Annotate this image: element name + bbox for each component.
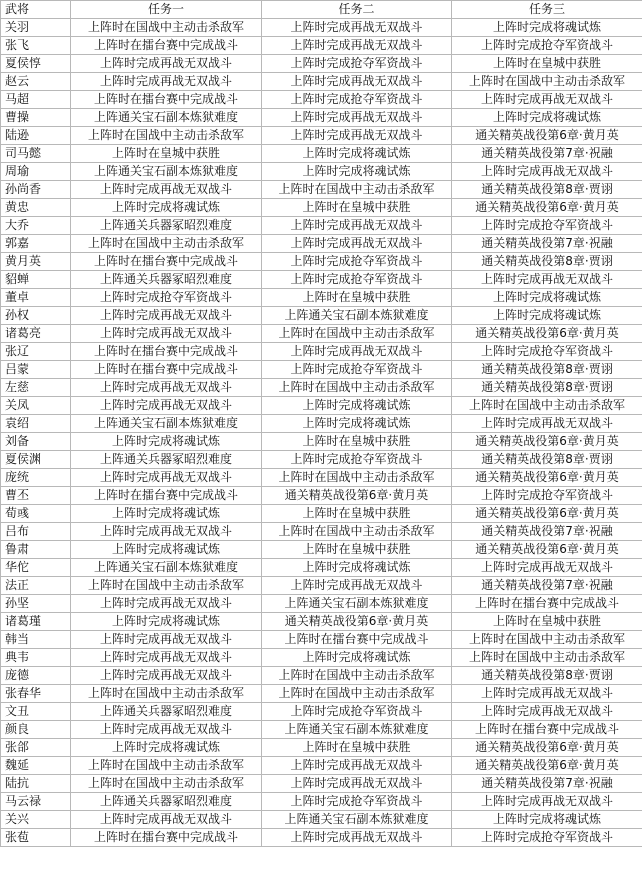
table-row [1, 379, 642, 397]
general-name-cell: 陆抗 [1, 775, 71, 793]
general-name-cell: 貂蝉 [1, 271, 71, 289]
header-task-3: 任务三 [452, 1, 642, 19]
header-task-2: 任务二 [262, 1, 452, 19]
table-row [1, 793, 642, 811]
general-name-cell: 张春华 [1, 685, 71, 703]
task-1-cell: 上阵时在国战中主动击杀敌军 [71, 577, 262, 595]
task-3-cell: 通关精英战役第6章·黄月英 [452, 505, 642, 523]
task-2-cell: 上阵时在国战中主动击杀敌军 [262, 325, 452, 343]
task-1-cell: 上阵时完成再战无双战斗 [71, 325, 262, 343]
table-row [1, 145, 642, 163]
task-2-cell: 通关精英战役第6章·黄月英 [262, 613, 452, 631]
task-2-cell: 上阵时完成再战无双战斗 [262, 235, 452, 253]
table-row [1, 415, 642, 433]
table-body [1, 19, 642, 847]
general-name-cell: 曹操 [1, 109, 71, 127]
general-name-cell: 华佗 [1, 559, 71, 577]
table-row [1, 109, 642, 127]
table-row [1, 289, 642, 307]
task-2-cell: 上阵时完成将魂试炼 [262, 145, 452, 163]
task-1-cell: 上阵时完成再战无双战斗 [71, 181, 262, 199]
task-1-cell: 上阵时在国战中主动击杀敌军 [71, 19, 262, 37]
task-2-cell: 上阵时在国战中主动击杀敌军 [262, 667, 452, 685]
task-3-cell: 上阵时完成再战无双战斗 [452, 415, 642, 433]
header-row [1, 1, 642, 19]
task-2-cell: 上阵时完成将魂试炼 [262, 415, 452, 433]
task-3-cell: 通关精英战役第7章·祝融 [452, 775, 642, 793]
table-row [1, 271, 642, 289]
task-2-cell: 上阵时完成抢夺军资战斗 [262, 271, 452, 289]
task-1-cell: 上阵通关宝石副本炼狱难度 [71, 415, 262, 433]
task-2-cell: 上阵通关宝石副本炼狱难度 [262, 721, 452, 739]
task-2-cell: 上阵时在皇城中获胜 [262, 541, 452, 559]
task-1-cell: 上阵时在皇城中获胜 [71, 145, 262, 163]
task-3-cell: 上阵时完成抢夺军资战斗 [452, 487, 642, 505]
table-row [1, 703, 642, 721]
table-row [1, 91, 642, 109]
task-1-cell: 上阵时完成再战无双战斗 [71, 379, 262, 397]
table-row [1, 595, 642, 613]
general-name-cell: 张飞 [1, 37, 71, 55]
task-1-cell: 上阵时在国战中主动击杀敌军 [71, 235, 262, 253]
task-3-cell: 通关精英战役第6章·黄月英 [452, 199, 642, 217]
general-name-cell: 左慈 [1, 379, 71, 397]
task-3-cell: 上阵时完成将魂试炼 [452, 19, 642, 37]
task-1-cell: 上阵时完成再战无双战斗 [71, 649, 262, 667]
general-name-cell: 孙尚香 [1, 181, 71, 199]
table-row [1, 37, 642, 55]
task-3-cell: 上阵时在皇城中获胜 [452, 55, 642, 73]
general-name-cell: 韩当 [1, 631, 71, 649]
general-name-cell: 文丑 [1, 703, 71, 721]
task-3-cell: 通关精英战役第7章·祝融 [452, 577, 642, 595]
task-2-cell: 上阵时完成将魂试炼 [262, 649, 452, 667]
task-2-cell: 上阵时在擂台赛中完成战斗 [262, 631, 452, 649]
general-name-cell: 颜良 [1, 721, 71, 739]
table-row [1, 73, 642, 91]
task-1-cell: 上阵时在擂台赛中完成战斗 [71, 361, 262, 379]
task-1-cell: 上阵时完成再战无双战斗 [71, 631, 262, 649]
task-1-cell: 上阵时完成抢夺军资战斗 [71, 289, 262, 307]
task-1-cell: 上阵时在擂台赛中完成战斗 [71, 829, 262, 847]
task-1-cell: 上阵通关宝石副本炼狱难度 [71, 163, 262, 181]
task-3-cell: 通关精英战役第6章·黄月英 [452, 739, 642, 757]
task-2-cell: 上阵时完成将魂试炼 [262, 559, 452, 577]
task-1-cell: 上阵通关兵器冢昭烈难度 [71, 793, 262, 811]
task-2-cell: 上阵时完成抢夺军资战斗 [262, 253, 452, 271]
task-3-cell: 上阵时完成再战无双战斗 [452, 793, 642, 811]
table-row [1, 487, 642, 505]
task-2-cell: 上阵时在皇城中获胜 [262, 433, 452, 451]
task-2-cell: 上阵时完成抢夺军资战斗 [262, 55, 452, 73]
table-row [1, 505, 642, 523]
task-1-cell: 上阵时完成将魂试炼 [71, 739, 262, 757]
table-row [1, 343, 642, 361]
task-3-cell: 通关精英战役第7章·祝融 [452, 523, 642, 541]
task-1-cell: 上阵时在擂台赛中完成战斗 [71, 343, 262, 361]
task-1-cell: 上阵时在擂台赛中完成战斗 [71, 91, 262, 109]
task-3-cell: 上阵时完成将魂试炼 [452, 307, 642, 325]
task-2-cell: 上阵时完成再战无双战斗 [262, 127, 452, 145]
general-name-cell: 吕布 [1, 523, 71, 541]
general-name-cell: 张郃 [1, 739, 71, 757]
task-3-cell: 通关精英战役第6章·黄月英 [452, 325, 642, 343]
table-row [1, 631, 642, 649]
task-2-cell: 上阵时完成再战无双战斗 [262, 73, 452, 91]
task-2-cell: 上阵通关宝石副本炼狱难度 [262, 811, 452, 829]
table-row [1, 721, 642, 739]
task-3-cell: 上阵时在国战中主动击杀敌军 [452, 649, 642, 667]
general-name-cell: 刘备 [1, 433, 71, 451]
general-name-cell: 诸葛瑾 [1, 613, 71, 631]
general-name-cell: 魏延 [1, 757, 71, 775]
task-2-cell: 上阵时完成再战无双战斗 [262, 757, 452, 775]
table-row [1, 469, 642, 487]
general-name-cell: 曹丕 [1, 487, 71, 505]
general-name-cell: 吕蒙 [1, 361, 71, 379]
task-3-cell: 上阵时在擂台赛中完成战斗 [452, 595, 642, 613]
task-1-cell: 上阵时完成将魂试炼 [71, 199, 262, 217]
task-2-cell: 上阵时在国战中主动击杀敌军 [262, 181, 452, 199]
task-2-cell: 上阵时完成抢夺军资战斗 [262, 703, 452, 721]
task-2-cell: 上阵时在国战中主动击杀敌军 [262, 523, 452, 541]
task-1-cell: 上阵时完成再战无双战斗 [71, 55, 262, 73]
task-1-cell: 上阵时完成再战无双战斗 [71, 523, 262, 541]
task-3-cell: 上阵时完成将魂试炼 [452, 109, 642, 127]
table-row [1, 199, 642, 217]
task-2-cell: 通关精英战役第6章·黄月英 [262, 487, 452, 505]
task-3-cell: 通关精英战役第7章·祝融 [452, 235, 642, 253]
general-name-cell: 张苞 [1, 829, 71, 847]
task-3-cell: 通关精英战役第6章·黄月英 [452, 469, 642, 487]
table-row [1, 127, 642, 145]
task-1-cell: 上阵时在国战中主动击杀敌军 [71, 685, 262, 703]
general-name-cell: 郭嘉 [1, 235, 71, 253]
task-1-cell: 上阵通关宝石副本炼狱难度 [71, 109, 262, 127]
general-name-cell: 赵云 [1, 73, 71, 91]
task-2-cell: 上阵通关宝石副本炼狱难度 [262, 595, 452, 613]
table-row [1, 325, 642, 343]
task-2-cell: 上阵时完成抢夺军资战斗 [262, 793, 452, 811]
table-row [1, 577, 642, 595]
task-1-cell: 上阵通关兵器冢昭烈难度 [71, 451, 262, 469]
general-name-cell: 诸葛亮 [1, 325, 71, 343]
task-3-cell: 上阵时完成再战无双战斗 [452, 91, 642, 109]
task-1-cell: 上阵时完成再战无双战斗 [71, 595, 262, 613]
table-row [1, 523, 642, 541]
header-general: 武将 [1, 1, 71, 19]
task-1-cell: 上阵时完成再战无双战斗 [71, 73, 262, 91]
table-row [1, 253, 642, 271]
task-1-cell: 上阵时完成再战无双战斗 [71, 811, 262, 829]
task-3-cell: 通关精英战役第6章·黄月英 [452, 541, 642, 559]
general-name-cell: 庞统 [1, 469, 71, 487]
general-name-cell: 关兴 [1, 811, 71, 829]
task-1-cell: 上阵时在国战中主动击杀敌军 [71, 775, 262, 793]
table-row [1, 757, 642, 775]
task-2-cell: 上阵时完成抢夺军资战斗 [262, 361, 452, 379]
task-1-cell: 上阵时在国战中主动击杀敌军 [71, 127, 262, 145]
general-name-cell: 司马懿 [1, 145, 71, 163]
task-3-cell: 通关精英战役第7章·祝融 [452, 145, 642, 163]
general-name-cell: 孙权 [1, 307, 71, 325]
general-name-cell: 张辽 [1, 343, 71, 361]
task-1-cell: 上阵时完成再战无双战斗 [71, 667, 262, 685]
task-3-cell: 上阵时完成再战无双战斗 [452, 559, 642, 577]
general-name-cell: 荀彧 [1, 505, 71, 523]
general-name-cell: 董卓 [1, 289, 71, 307]
task-2-cell: 上阵通关宝石副本炼狱难度 [262, 307, 452, 325]
table-row [1, 541, 642, 559]
header-task-1: 任务一 [71, 1, 262, 19]
task-2-cell: 上阵时在皇城中获胜 [262, 505, 452, 523]
task-1-cell: 上阵时完成再战无双战斗 [71, 397, 262, 415]
task-3-cell: 上阵时在国战中主动击杀敌军 [452, 631, 642, 649]
task-2-cell: 上阵时完成再战无双战斗 [262, 829, 452, 847]
general-name-cell: 孙坚 [1, 595, 71, 613]
table-row [1, 667, 642, 685]
task-1-cell: 上阵时完成将魂试炼 [71, 505, 262, 523]
table-row [1, 361, 642, 379]
task-2-cell: 上阵时完成再战无双战斗 [262, 343, 452, 361]
task-3-cell: 通关精英战役第8章·贾诩 [452, 361, 642, 379]
table-row [1, 649, 642, 667]
task-3-cell: 上阵时在皇城中获胜 [452, 613, 642, 631]
task-2-cell: 上阵时在皇城中获胜 [262, 289, 452, 307]
general-name-cell: 周瑜 [1, 163, 71, 181]
general-name-cell: 庞德 [1, 667, 71, 685]
task-3-cell: 通关精英战役第8章·贾诩 [452, 181, 642, 199]
task-3-cell: 通关精英战役第6章·黄月英 [452, 757, 642, 775]
general-name-cell: 夏侯渊 [1, 451, 71, 469]
general-name-cell: 关凤 [1, 397, 71, 415]
task-1-cell: 上阵时完成将魂试炼 [71, 433, 262, 451]
general-name-cell: 鲁肃 [1, 541, 71, 559]
task-3-cell: 上阵时完成将魂试炼 [452, 811, 642, 829]
table-row [1, 739, 642, 757]
task-3-cell: 上阵时在擂台赛中完成战斗 [452, 721, 642, 739]
task-2-cell: 上阵时完成再战无双战斗 [262, 109, 452, 127]
task-2-cell: 上阵时完成抢夺军资战斗 [262, 91, 452, 109]
task-2-cell: 上阵时在皇城中获胜 [262, 739, 452, 757]
table-row [1, 811, 642, 829]
table-row [1, 235, 642, 253]
task-2-cell: 上阵时在国战中主动击杀敌军 [262, 469, 452, 487]
general-name-cell: 马超 [1, 91, 71, 109]
table-row [1, 829, 642, 847]
task-1-cell: 上阵通关兵器冢昭烈难度 [71, 703, 262, 721]
table-row [1, 217, 642, 235]
task-1-cell: 上阵通关宝石副本炼狱难度 [71, 559, 262, 577]
task-3-cell: 上阵时完成将魂试炼 [452, 289, 642, 307]
task-3-cell: 上阵时完成抢夺军资战斗 [452, 829, 642, 847]
general-name-cell: 马云禄 [1, 793, 71, 811]
general-name-cell: 陆逊 [1, 127, 71, 145]
general-name-cell: 黄月英 [1, 253, 71, 271]
task-2-cell: 上阵时完成再战无双战斗 [262, 775, 452, 793]
task-1-cell: 上阵时在国战中主动击杀敌军 [71, 757, 262, 775]
task-2-cell: 上阵时完成将魂试炼 [262, 163, 452, 181]
task-3-cell: 上阵时完成再战无双战斗 [452, 163, 642, 181]
table-row [1, 163, 642, 181]
task-2-cell: 上阵时完成再战无双战斗 [262, 217, 452, 235]
task-3-cell: 上阵时完成再战无双战斗 [452, 271, 642, 289]
task-1-cell: 上阵时完成将魂试炼 [71, 541, 262, 559]
task-3-cell: 通关精英战役第8章·贾诩 [452, 667, 642, 685]
task-3-cell: 上阵时完成抢夺军资战斗 [452, 37, 642, 55]
task-2-cell: 上阵时完成将魂试炼 [262, 397, 452, 415]
general-name-cell: 黄忠 [1, 199, 71, 217]
task-3-cell: 上阵时在国战中主动击杀敌军 [452, 397, 642, 415]
task-3-cell: 通关精英战役第8章·贾诩 [452, 379, 642, 397]
task-1-cell: 上阵通关兵器冢昭烈难度 [71, 217, 262, 235]
task-1-cell: 上阵通关兵器冢昭烈难度 [71, 271, 262, 289]
task-3-cell: 通关精英战役第6章·黄月英 [452, 127, 642, 145]
table-row [1, 613, 642, 631]
task-2-cell: 上阵时在国战中主动击杀敌军 [262, 379, 452, 397]
task-2-cell: 上阵时完成再战无双战斗 [262, 577, 452, 595]
general-name-cell: 关羽 [1, 19, 71, 37]
task-2-cell: 上阵时完成抢夺军资战斗 [262, 451, 452, 469]
table-row [1, 55, 642, 73]
task-2-cell: 上阵时在皇城中获胜 [262, 199, 452, 217]
table-row [1, 181, 642, 199]
task-3-cell: 上阵时完成抢夺军资战斗 [452, 343, 642, 361]
task-1-cell: 上阵时完成再战无双战斗 [71, 307, 262, 325]
table-row [1, 433, 642, 451]
table-row [1, 775, 642, 793]
task-1-cell: 上阵时完成将魂试炼 [71, 613, 262, 631]
task-1-cell: 上阵时完成再战无双战斗 [71, 721, 262, 739]
task-2-cell: 上阵时在国战中主动击杀敌军 [262, 685, 452, 703]
general-name-cell: 袁绍 [1, 415, 71, 433]
task-3-cell: 上阵时完成再战无双战斗 [452, 685, 642, 703]
task-3-cell: 通关精英战役第6章·黄月英 [452, 433, 642, 451]
task-3-cell: 上阵时完成抢夺军资战斗 [452, 217, 642, 235]
table-row [1, 397, 642, 415]
general-name-cell: 大乔 [1, 217, 71, 235]
general-name-cell: 法正 [1, 577, 71, 595]
task-3-cell: 通关精英战役第8章·贾诩 [452, 451, 642, 469]
table-row [1, 451, 642, 469]
task-1-cell: 上阵时在擂台赛中完成战斗 [71, 487, 262, 505]
task-1-cell: 上阵时完成再战无双战斗 [71, 469, 262, 487]
task-2-cell: 上阵时完成再战无双战斗 [262, 37, 452, 55]
task-1-cell: 上阵时在擂台赛中完成战斗 [71, 253, 262, 271]
task-3-cell: 上阵时完成再战无双战斗 [452, 703, 642, 721]
table-row [1, 685, 642, 703]
table-row [1, 307, 642, 325]
table-row [1, 19, 642, 37]
task-3-cell: 上阵时在国战中主动击杀敌军 [452, 73, 642, 91]
task-3-cell: 通关精英战役第8章·贾诩 [452, 253, 642, 271]
general-name-cell: 夏侯惇 [1, 55, 71, 73]
task-2-cell: 上阵时完成再战无双战斗 [262, 19, 452, 37]
task-1-cell: 上阵时在擂台赛中完成战斗 [71, 37, 262, 55]
table-row [1, 559, 642, 577]
general-name-cell: 典韦 [1, 649, 71, 667]
